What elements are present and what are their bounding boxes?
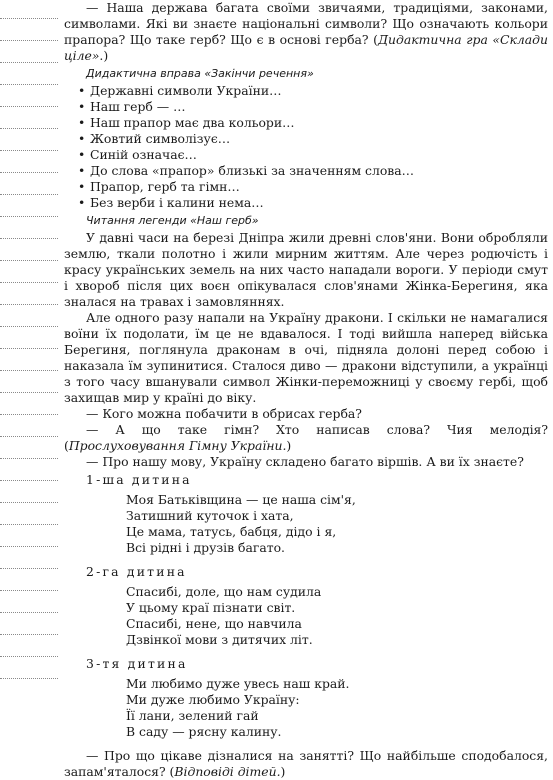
child-label-1: 1-ша дитина — [86, 472, 192, 487]
margin-rule — [0, 40, 58, 41]
poem-line: Дзвінкої мови з дитячих літ. — [126, 632, 313, 647]
exercise-heading: Дидактична вправа «Закінчи речення» — [86, 67, 314, 80]
poem-line: Це мама, татусь, бабця, дідо і я, — [126, 524, 337, 539]
margin-rule — [0, 326, 58, 327]
list-item: • Без верби і калини нема… — [78, 195, 548, 211]
margin-rule — [0, 612, 58, 613]
poem-3 — [64, 676, 548, 740]
poem-line: Моя Батьківщина — це наша сім'я, — [126, 492, 356, 507]
margin-rule — [0, 634, 58, 635]
margin-rule — [0, 62, 58, 63]
question-1: — Кого можна побачити в обрисах герба? — [86, 406, 362, 421]
margin-rule — [0, 524, 58, 525]
poem-line: Її лани, зелений гай — [126, 708, 259, 723]
page-content — [64, 0, 548, 780]
list-item: • Прапор, герб та гімн… — [78, 179, 548, 195]
poem-line: Ми дуже любимо Україну: — [126, 692, 300, 707]
intro-paragraph — [64, 0, 548, 64]
margin-rule — [0, 172, 58, 173]
margin-rule — [0, 348, 58, 349]
margin-rule — [0, 480, 58, 481]
margin-rule — [0, 546, 58, 547]
margin-rule — [0, 106, 58, 107]
list-item: • Державні символи України… — [78, 83, 548, 99]
margin-rule — [0, 392, 58, 393]
margin-rule — [0, 678, 58, 679]
closing-text: — Про що цікаве дізналися на занятті? Що найбільше сподобалося, запам'яталося? ( — [64, 748, 548, 779]
child-label-3: 3-тя дитина — [86, 656, 188, 671]
intro-text: — Наша держава багата своїми звичаями, традиціями, законами, символами. Які ви знаєте національні символи? Що означають кольори прапора? Що таке герб? Що є в основі герба? ( — [64, 0, 548, 47]
legend-paragraph: У давні часи на березі Дніпра жили древні слов'яни. Вони обробляли землю, ткали полотно і жили мирним життям. Але через родючість і красу українських земель на них часто нападали вороги. У періоди смут і хвороб після цих воєн опікувалася слов'янами Жінка-Берегиня, яка зналася на травах і замовляннях. — [64, 230, 548, 309]
poem-line: У цьому краї пізнати світ. — [126, 600, 296, 615]
question-3: — Про нашу мову, Україну складено багато віршів. А ви їх знаєте? — [86, 454, 524, 469]
closing-tail: ) — [280, 764, 286, 779]
list-item: • Жовтий символізує… — [78, 131, 548, 147]
question-2-tail: ) — [286, 438, 292, 453]
margin-rule — [0, 304, 58, 305]
margin-rule — [0, 238, 58, 239]
margin-note-lines — [0, 0, 62, 700]
poem-2 — [64, 584, 548, 648]
margin-rule — [0, 282, 58, 283]
closing-note: Відповіді дітей. — [174, 764, 281, 779]
margin-rule — [0, 150, 58, 151]
poem-line: Ми любимо дуже увесь наш край. — [126, 676, 350, 691]
question-2 — [64, 422, 548, 454]
poem-line: Затишний куточок і хата, — [126, 508, 294, 523]
margin-rule — [0, 18, 58, 19]
margin-rule — [0, 194, 58, 195]
game-note: Дидактична гра «Склади ціле» — [64, 32, 548, 63]
margin-rule — [0, 260, 58, 261]
legend-paragraph: Але одного разу напали на Україну дракони. І скільки не намагалися воїни їх подолати, їм це не вдавалося. І тоді вийшла наперед війська Берегиня, поглянула драконам в очі, підняла долоні перед собою і наказала їм зупинитися. Сталося диво — дракони відступили, а українці з того часу вшанували символ Жінки-переможниці у своєму гербі, щоб захищав мир у країні до віку. — [64, 310, 548, 405]
poem-line: В саду — рясну калину. — [126, 724, 282, 739]
margin-rule — [0, 84, 58, 85]
margin-rule — [0, 458, 58, 459]
child-label-2: 2-га дитина — [86, 564, 187, 579]
margin-rule — [0, 590, 58, 591]
margin-rule — [0, 128, 58, 129]
poem-line: Спасибі, доле, що нам судила — [126, 584, 322, 599]
intro-tail: .) — [99, 48, 109, 63]
margin-rule — [0, 216, 58, 217]
margin-rule — [0, 414, 58, 415]
closing-question — [64, 748, 548, 780]
poem-line: Спасибі, нене, що навчила — [126, 616, 302, 631]
margin-rule — [0, 656, 58, 657]
legend-heading: Читання легенди «Наш герб» — [86, 214, 259, 227]
list-item: • Синій означає… — [78, 147, 548, 163]
margin-rule — [0, 568, 58, 569]
exercise-list — [64, 83, 548, 211]
margin-rule — [0, 502, 58, 503]
poem-line: Всі рідні і друзів багато. — [126, 540, 285, 555]
list-item: • Наш прапор має два кольори… — [78, 115, 548, 131]
question-2-text: — А що таке гімн? Хто написав слова? Чия мелодія? ( — [64, 422, 548, 453]
margin-rule — [0, 370, 58, 371]
anthem-note: Прослуховування Гімну України. — [68, 438, 287, 453]
poem-1 — [64, 492, 548, 556]
margin-rule — [0, 436, 58, 437]
list-item: • До слова «прапор» близькі за значенням слова… — [78, 163, 548, 179]
list-item: • Наш герб — … — [78, 99, 548, 115]
